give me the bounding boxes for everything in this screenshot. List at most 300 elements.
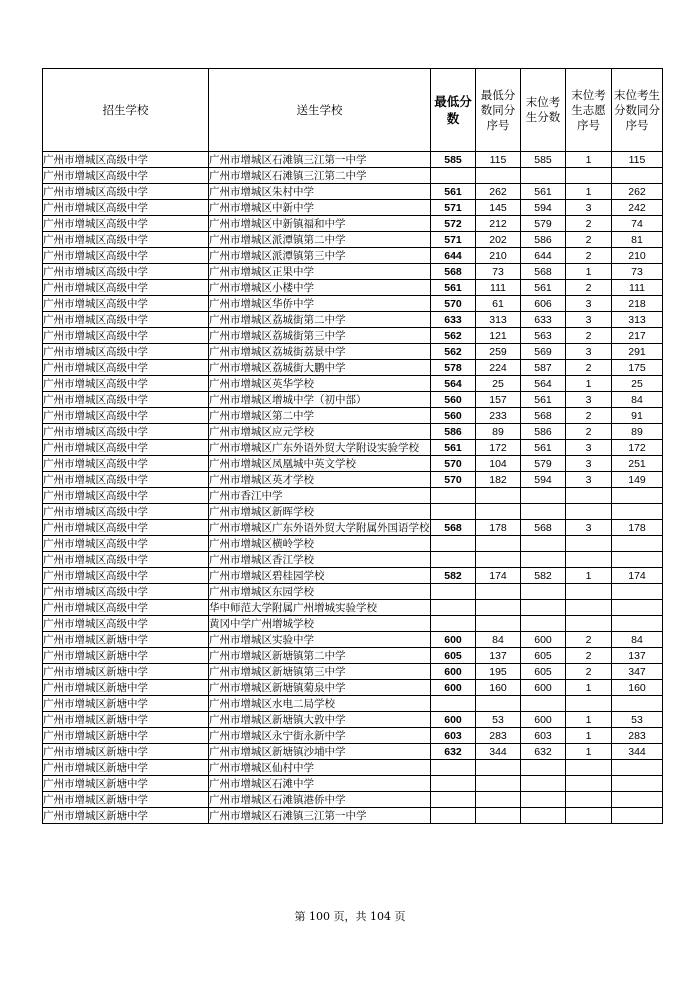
last-score-cell: 606: [521, 296, 566, 312]
min-score-cell: 561: [431, 184, 476, 200]
last-score-cell: 569: [521, 344, 566, 360]
school-cell: 广州市增城区高级中学: [43, 280, 209, 296]
sender-cell: 广州市增城区广东外语外贸大学附属外国语学校: [209, 521, 430, 534]
last-pref-cell: 3: [566, 472, 612, 488]
min-rank-cell: 182: [476, 472, 521, 488]
school-cell: 广州市增城区高级中学: [43, 232, 209, 248]
min-score-cell: 585: [431, 152, 476, 168]
min-rank-cell: [476, 616, 521, 632]
min-score-cell: 561: [431, 280, 476, 296]
last-score-cell: [521, 616, 566, 632]
min-rank-cell: 202: [476, 232, 521, 248]
table-row: [43, 408, 663, 424]
last-rank-cell: [612, 808, 663, 824]
last-pref-cell: 1: [566, 712, 612, 728]
sender-cell: 广州市增城区应元学校: [209, 424, 431, 440]
table-row: [43, 504, 663, 520]
last-pref-cell: 2: [566, 232, 612, 248]
min-rank-cell: 283: [476, 728, 521, 744]
last-score-cell: [521, 776, 566, 792]
sender-cell: 广州市增城区石滩镇三江第二中学: [209, 168, 431, 184]
min-score-cell: 561: [431, 440, 476, 456]
last-score-cell: [521, 584, 566, 600]
min-score-cell: 562: [431, 328, 476, 344]
table-row: [43, 584, 663, 600]
sender-cell: 广州市增城区石滩镇三江第一中学: [209, 808, 431, 824]
last-rank-cell: 178: [612, 520, 663, 536]
school-cell: 广州市增城区高级中学: [43, 328, 209, 344]
last-pref-cell: 1: [566, 744, 612, 760]
sender-cell: 广州市增城区朱村中学: [209, 184, 431, 200]
last-rank-cell: [612, 552, 663, 568]
last-score-cell: 582: [521, 568, 566, 584]
min-score-cell: [431, 504, 476, 520]
last-rank-cell: 137: [612, 648, 663, 664]
sender-cell: 广州市增城区正果中学: [209, 264, 431, 280]
last-score-cell: 600: [521, 712, 566, 728]
table-row: [43, 808, 663, 824]
header-school: 招生学校: [43, 69, 209, 152]
school-cell: 广州市增城区高级中学: [43, 536, 209, 552]
last-score-cell: 586: [521, 232, 566, 248]
min-score-cell: 600: [431, 680, 476, 696]
school-cell: 广州市增城区高级中学: [43, 408, 209, 424]
school-cell: 广州市增城区新塘中学: [43, 792, 209, 808]
school-cell: 广州市增城区高级中学: [43, 248, 209, 264]
table-row: [43, 728, 663, 744]
sender-cell: 广州市增城区永宁街永新中学: [209, 728, 431, 744]
min-score-cell: 560: [431, 392, 476, 408]
sender-cell: 广州市增城区小楼中学: [209, 280, 431, 296]
school-cell: 广州市增城区新塘中学: [43, 696, 209, 712]
last-score-cell: 563: [521, 328, 566, 344]
min-rank-cell: 115: [476, 152, 521, 168]
last-rank-cell: 242: [612, 200, 663, 216]
last-pref-cell: 1: [566, 680, 612, 696]
school-cell: 广州市增城区高级中学: [43, 440, 209, 456]
sender-cell: 广州市香江中学: [209, 488, 431, 504]
last-score-cell: [521, 504, 566, 520]
school-cell: 广州市增城区高级中学: [43, 456, 209, 472]
school-cell: 广州市增城区高级中学: [43, 184, 209, 200]
last-score-cell: 561: [521, 184, 566, 200]
school-cell: 广州市增城区新塘中学: [43, 680, 209, 696]
sender-cell: 广州市增城区新塘镇菊泉中学: [209, 680, 431, 696]
min-rank-cell: 259: [476, 344, 521, 360]
min-score-cell: 564: [431, 376, 476, 392]
sender-cell: 广州市增城区增城中学（初中部）: [209, 392, 431, 408]
sender-cell: 广州市增城区中新镇福和中学: [209, 216, 431, 232]
min-rank-cell: [476, 776, 521, 792]
last-rank-cell: 251: [612, 456, 663, 472]
table-row: [43, 536, 663, 552]
table-row: [43, 776, 663, 792]
min-score-cell: 605: [431, 648, 476, 664]
last-pref-cell: [566, 488, 612, 504]
min-score-cell: 560: [431, 408, 476, 424]
last-pref-cell: 1: [566, 184, 612, 200]
last-score-cell: 633: [521, 312, 566, 328]
sender-cell: 广州市增城区香江学校: [209, 552, 431, 568]
last-score-cell: 561: [521, 280, 566, 296]
last-pref-cell: 2: [566, 360, 612, 376]
table-row: [43, 360, 663, 376]
last-pref-cell: 2: [566, 632, 612, 648]
min-score-cell: [431, 552, 476, 568]
last-rank-cell: [612, 696, 663, 712]
last-pref-cell: [566, 760, 612, 776]
sender-cell: 广州市增城区新塘镇第二中学: [209, 648, 431, 664]
min-score-cell: 570: [431, 296, 476, 312]
min-score-cell: 600: [431, 712, 476, 728]
last-pref-cell: 3: [566, 312, 612, 328]
last-score-cell: 600: [521, 680, 566, 696]
last-rank-cell: 84: [612, 392, 663, 408]
min-score-cell: [431, 168, 476, 184]
last-pref-cell: [566, 792, 612, 808]
last-score-cell: 561: [521, 392, 566, 408]
last-score-cell: [521, 168, 566, 184]
sender-cell: 广州市增城区英才学校: [209, 472, 431, 488]
last-pref-cell: [566, 168, 612, 184]
last-score-cell: 561: [521, 440, 566, 456]
table-row: [43, 456, 663, 472]
last-pref-cell: 3: [566, 440, 612, 456]
min-score-cell: 633: [431, 312, 476, 328]
school-cell: 广州市增城区高级中学: [43, 552, 209, 568]
table-row: [43, 264, 663, 280]
last-rank-cell: 160: [612, 680, 663, 696]
min-rank-cell: [476, 792, 521, 808]
min-rank-cell: 25: [476, 376, 521, 392]
table-row: [43, 488, 663, 504]
last-score-cell: 568: [521, 264, 566, 280]
last-rank-cell: [612, 536, 663, 552]
last-rank-cell: 81: [612, 232, 663, 248]
last-pref-cell: 2: [566, 408, 612, 424]
min-score-cell: 603: [431, 728, 476, 744]
min-rank-cell: [476, 536, 521, 552]
table-row: [43, 280, 663, 296]
school-cell: 广州市增城区高级中学: [43, 168, 209, 184]
min-score-cell: [431, 696, 476, 712]
last-score-cell: 632: [521, 744, 566, 760]
sender-cell: 广州市增城区第二中学: [209, 408, 431, 424]
school-cell: 广州市增城区新塘中学: [43, 776, 209, 792]
last-rank-cell: 25: [612, 376, 663, 392]
min-rank-cell: 174: [476, 568, 521, 584]
min-rank-cell: 104: [476, 456, 521, 472]
last-rank-cell: 283: [612, 728, 663, 744]
last-score-cell: [521, 696, 566, 712]
school-cell: 广州市增城区新塘中学: [43, 728, 209, 744]
last-score-cell: 585: [521, 152, 566, 168]
last-pref-cell: [566, 584, 612, 600]
min-score-cell: 600: [431, 664, 476, 680]
min-score-cell: 632: [431, 744, 476, 760]
admission-score-table: [42, 68, 663, 824]
last-pref-cell: 2: [566, 664, 612, 680]
last-rank-cell: [612, 584, 663, 600]
sender-cell: 广州市增城区碧桂园学校: [209, 568, 431, 584]
sender-cell: 广州市增城区荔城街荔景中学: [209, 344, 431, 360]
last-rank-cell: 74: [612, 216, 663, 232]
last-score-cell: 568: [521, 408, 566, 424]
min-score-cell: [431, 616, 476, 632]
last-score-cell: [521, 488, 566, 504]
school-cell: 广州市增城区高级中学: [43, 264, 209, 280]
last-rank-cell: [612, 168, 663, 184]
table-row: [43, 232, 663, 248]
min-score-cell: [431, 584, 476, 600]
last-score-cell: [521, 600, 566, 616]
last-rank-cell: 291: [612, 344, 663, 360]
last-rank-cell: 53: [612, 712, 663, 728]
table-row: [43, 344, 663, 360]
min-score-cell: 578: [431, 360, 476, 376]
last-rank-cell: 344: [612, 744, 663, 760]
min-rank-cell: 212: [476, 216, 521, 232]
min-score-cell: [431, 760, 476, 776]
last-pref-cell: [566, 616, 612, 632]
min-score-cell: 562: [431, 344, 476, 360]
last-rank-cell: 149: [612, 472, 663, 488]
school-cell: 广州市增城区高级中学: [43, 600, 209, 616]
header-sender: 送生学校: [209, 69, 431, 152]
sender-cell: 广州市增城区新塘镇沙埔中学: [209, 744, 431, 760]
last-rank-cell: 91: [612, 408, 663, 424]
sender-cell: 广州市增城区石滩镇三江第一中学: [209, 152, 431, 168]
min-rank-cell: [476, 600, 521, 616]
header-min-rank: 最低分数同分序号: [476, 69, 521, 152]
school-cell: 广州市增城区高级中学: [43, 344, 209, 360]
min-score-cell: 600: [431, 632, 476, 648]
sender-cell: 广州市增城区石滩中学: [209, 776, 431, 792]
sender-cell: 广州市增城区石滩镇港侨中学: [209, 792, 431, 808]
table-row: [43, 600, 663, 616]
min-score-cell: 568: [431, 520, 476, 536]
table-row: [43, 184, 663, 200]
table-row: [43, 552, 663, 568]
school-cell: 广州市增城区高级中学: [43, 520, 209, 536]
last-score-cell: [521, 760, 566, 776]
table-header-row: [43, 69, 663, 152]
last-score-cell: [521, 536, 566, 552]
last-rank-cell: 89: [612, 424, 663, 440]
last-rank-cell: [612, 616, 663, 632]
school-cell: 广州市增城区高级中学: [43, 488, 209, 504]
last-score-cell: [521, 792, 566, 808]
min-score-cell: 570: [431, 456, 476, 472]
min-rank-cell: [476, 168, 521, 184]
last-pref-cell: [566, 600, 612, 616]
min-score-cell: [431, 808, 476, 824]
min-score-cell: [431, 792, 476, 808]
last-rank-cell: [612, 760, 663, 776]
table-row: [43, 664, 663, 680]
header-min-score: 最低分数: [431, 69, 476, 152]
sender-cell: 广州市增城区广东外语外贸大学附设实验学校: [209, 440, 431, 456]
school-cell: 广州市增城区新塘中学: [43, 664, 209, 680]
table-row: [43, 248, 663, 264]
sender-cell: 广州市增城区东园学校: [209, 584, 431, 600]
last-pref-cell: 2: [566, 280, 612, 296]
last-pref-cell: [566, 696, 612, 712]
table-row: [43, 648, 663, 664]
min-rank-cell: [476, 808, 521, 824]
last-pref-cell: [566, 536, 612, 552]
table-row: [43, 760, 663, 776]
last-rank-cell: [612, 488, 663, 504]
table-row: [43, 616, 663, 632]
last-rank-cell: 218: [612, 296, 663, 312]
last-score-cell: 644: [521, 248, 566, 264]
last-rank-cell: 111: [612, 280, 663, 296]
sender-cell: 广州市增城区新晖学校: [209, 504, 431, 520]
school-cell: 广州市增城区高级中学: [43, 616, 209, 632]
last-rank-cell: 175: [612, 360, 663, 376]
table-row: [43, 312, 663, 328]
last-pref-cell: 3: [566, 200, 612, 216]
sender-cell: 广州市增城区派潭镇第三中学: [209, 248, 431, 264]
sender-cell: 广州市增城区横岭学校: [209, 536, 431, 552]
last-pref-cell: [566, 552, 612, 568]
sender-cell: 广州市增城区荔城街大鹏中学: [209, 360, 431, 376]
min-score-cell: 572: [431, 216, 476, 232]
min-rank-cell: 160: [476, 680, 521, 696]
last-pref-cell: 1: [566, 264, 612, 280]
last-rank-cell: [612, 792, 663, 808]
school-cell: 广州市增城区新塘中学: [43, 632, 209, 648]
last-rank-cell: 217: [612, 328, 663, 344]
sender-cell: 黄冈中学广州增城学校: [209, 616, 431, 632]
last-pref-cell: 1: [566, 728, 612, 744]
table-row: [43, 440, 663, 456]
min-rank-cell: 233: [476, 408, 521, 424]
last-pref-cell: 2: [566, 424, 612, 440]
table-row: [43, 216, 663, 232]
min-rank-cell: [476, 584, 521, 600]
sender-cell: 广州市增城区凤凰城中英文学校: [209, 456, 431, 472]
sender-cell: 广州市增城区荔城街第三中学: [209, 328, 431, 344]
last-rank-cell: 84: [612, 632, 663, 648]
last-score-cell: 603: [521, 728, 566, 744]
min-score-cell: 568: [431, 264, 476, 280]
school-cell: 广州市增城区高级中学: [43, 296, 209, 312]
school-cell: 广州市增城区高级中学: [43, 392, 209, 408]
sender-cell: 华中师范大学附属广州增城实验学校: [209, 600, 431, 616]
table-row: [43, 392, 663, 408]
table-row: [43, 376, 663, 392]
min-rank-cell: 172: [476, 440, 521, 456]
sender-cell: 广州市增城区派潭镇第二中学: [209, 232, 431, 248]
last-score-cell: 594: [521, 472, 566, 488]
last-rank-cell: [612, 776, 663, 792]
min-score-cell: [431, 776, 476, 792]
min-rank-cell: 145: [476, 200, 521, 216]
last-pref-cell: [566, 808, 612, 824]
min-rank-cell: 210: [476, 248, 521, 264]
min-score-cell: 571: [431, 232, 476, 248]
sender-cell: 广州市增城区实验中学: [209, 632, 431, 648]
last-score-cell: 568: [521, 520, 566, 536]
school-cell: 广州市增城区高级中学: [43, 200, 209, 216]
last-rank-cell: 313: [612, 312, 663, 328]
school-cell: 广州市增城区新塘中学: [43, 648, 209, 664]
last-rank-cell: 73: [612, 264, 663, 280]
min-rank-cell: 195: [476, 664, 521, 680]
last-rank-cell: 210: [612, 248, 663, 264]
table-row: [43, 792, 663, 808]
table-row: [43, 152, 663, 168]
min-score-cell: 586: [431, 424, 476, 440]
table-row: [43, 520, 663, 536]
table-row: [43, 296, 663, 312]
last-pref-cell: 2: [566, 648, 612, 664]
min-rank-cell: 344: [476, 744, 521, 760]
min-rank-cell: [476, 488, 521, 504]
last-pref-cell: 1: [566, 152, 612, 168]
table-row: [43, 424, 663, 440]
school-cell: 广州市增城区高级中学: [43, 376, 209, 392]
sender-cell: 广州市增城区仙村中学: [209, 760, 431, 776]
min-rank-cell: 262: [476, 184, 521, 200]
header-last-rank: 末位考生分数同分序号: [612, 69, 663, 152]
sender-cell: 广州市增城区英华学校: [209, 376, 431, 392]
school-cell: 广州市增城区高级中学: [43, 584, 209, 600]
last-score-cell: 586: [521, 424, 566, 440]
last-pref-cell: 1: [566, 376, 612, 392]
school-cell: 广州市增城区新塘中学: [43, 744, 209, 760]
min-rank-cell: 313: [476, 312, 521, 328]
min-rank-cell: 89: [476, 424, 521, 440]
min-rank-cell: 73: [476, 264, 521, 280]
min-rank-cell: 137: [476, 648, 521, 664]
last-pref-cell: 3: [566, 456, 612, 472]
school-cell: 广州市增城区高级中学: [43, 568, 209, 584]
table-row: [43, 168, 663, 184]
table-row: [43, 680, 663, 696]
min-rank-cell: [476, 504, 521, 520]
min-rank-cell: 61: [476, 296, 521, 312]
school-cell: 广州市增城区高级中学: [43, 152, 209, 168]
table-row: [43, 568, 663, 584]
school-cell: 广州市增城区新塘中学: [43, 808, 209, 824]
table-row: [43, 472, 663, 488]
sender-cell: 广州市增城区新塘镇第三中学: [209, 664, 431, 680]
last-rank-cell: 115: [612, 152, 663, 168]
last-pref-cell: [566, 504, 612, 520]
sender-cell: 广州市增城区华侨中学: [209, 296, 431, 312]
sender-cell: 广州市增城区荔城街第二中学: [209, 312, 431, 328]
last-rank-cell: 172: [612, 440, 663, 456]
last-score-cell: 587: [521, 360, 566, 376]
min-score-cell: 582: [431, 568, 476, 584]
min-rank-cell: 157: [476, 392, 521, 408]
min-rank-cell: 178: [476, 520, 521, 536]
last-pref-cell: 2: [566, 248, 612, 264]
table-row: [43, 696, 663, 712]
min-rank-cell: 84: [476, 632, 521, 648]
school-cell: 广州市增城区高级中学: [43, 360, 209, 376]
table-row: [43, 200, 663, 216]
min-rank-cell: 53: [476, 712, 521, 728]
min-rank-cell: 121: [476, 328, 521, 344]
last-rank-cell: 347: [612, 664, 663, 680]
last-score-cell: 579: [521, 456, 566, 472]
table-row: [43, 712, 663, 728]
table-row: [43, 744, 663, 760]
